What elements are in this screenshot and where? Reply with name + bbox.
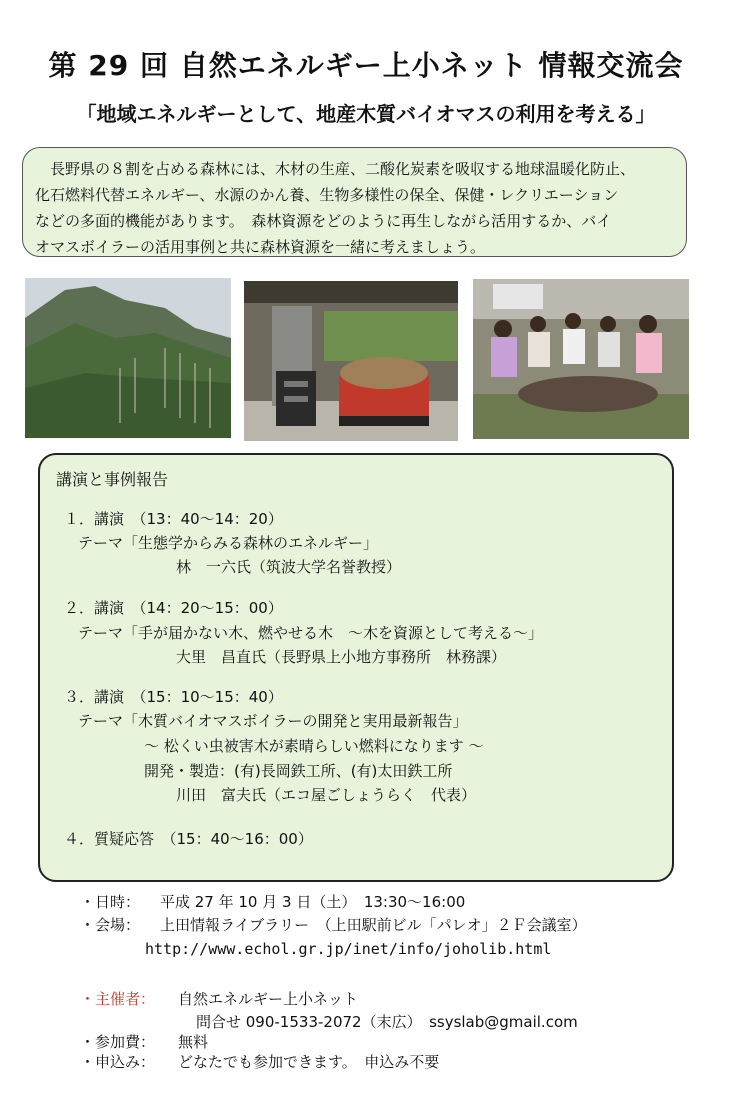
fee-value: 無料 <box>178 1033 209 1051</box>
fee-label: ・参加費： <box>80 1033 156 1051</box>
qa-session: ４．質疑応答 （15：40〜16：00） <box>64 830 313 848</box>
lecture-3-theme: テーマ「木質バイオマスボイラーの開発と実用最新報告」 <box>78 712 468 730</box>
organizer-value: 自然エネルギー上小ネット <box>178 990 359 1008</box>
lecture-3-subtitle: 〜 松くい虫被害木が素晴らしい燃料になります 〜 <box>144 737 484 755</box>
lecture-1-number: １．講演 （13：40〜14：20） <box>64 510 283 528</box>
date-value: 平成 27 年 10 月 3 日（土） 13:30〜16:00 <box>160 893 466 911</box>
lecture-2-theme: テーマ「手が届かない木、燃やせる木 〜木を資源として考える〜」 <box>78 624 544 642</box>
apply-label: ・申込み： <box>80 1053 156 1071</box>
lecture-3-developer: 開発・製造：(有)長岡鉄工所、(有)太田鉄工所 <box>144 762 453 780</box>
lecture-1-speaker: 林 一六氏（筑波大学名誉教授） <box>176 558 402 576</box>
intro-line: オマスボイラーの活用事例と共に森林資源を一緒に考えましょう。 <box>35 238 486 256</box>
intro-line: などの多面的機能があります。 森林資源をどのように再生しながら活用するか、バイ <box>35 212 612 230</box>
children-gathering-photo <box>473 279 689 439</box>
lecture-2-speaker: 大里 昌直氏（長野県上小地方事務所 林務課） <box>176 648 507 666</box>
page-subtitle: 「地域エネルギーとして、地産木質バイオマスの利用を考える」 <box>76 102 656 126</box>
contact-info: 問合せ 090-1533-2072（末広） ssyslab@gmail.com <box>196 1013 578 1031</box>
venue-label: ・会場： <box>80 916 141 934</box>
intro-line: 化石燃料代替エネルギー、水源のかん養、生物多様性の保全、保健・レクリエーション <box>35 186 619 204</box>
venue-value: 上田情報ライブラリー （上田駅前ビル「パレオ」２Ｆ会議室） <box>160 916 587 934</box>
lecture-3-number: ３．講演 （15：10〜15：40） <box>64 688 283 706</box>
date-label: ・日時： <box>80 893 141 911</box>
lecture-1-theme: テーマ「生態学からみる森林のエネルギー」 <box>78 534 379 552</box>
program-heading: 講演と事例報告 <box>56 470 169 489</box>
lecture-2-number: ２．講演 （14：20〜15：00） <box>64 599 283 617</box>
venue-url-link[interactable]: http://www.echol.gr.jp/inet/info/joholib.html <box>145 940 552 958</box>
mountain-forest-photo <box>25 278 231 438</box>
intro-line: 長野県の８割を占める森林には、木材の生産、二酸化炭素を吸収する地球温暖化防止、 <box>35 160 636 178</box>
apply-value: どなたでも参加できます。 申込み不要 <box>178 1053 440 1071</box>
lecture-3-speaker: 川田 富夫氏（エコ屋ごしょうらく 代表） <box>176 786 477 804</box>
intro-box <box>22 147 687 257</box>
page-title: 第 29 回 自然エネルギー上小ネット 情報交流会 <box>48 49 684 82</box>
organizer-label: ・主催者： <box>80 990 156 1008</box>
wood-boiler-photo <box>244 281 458 441</box>
